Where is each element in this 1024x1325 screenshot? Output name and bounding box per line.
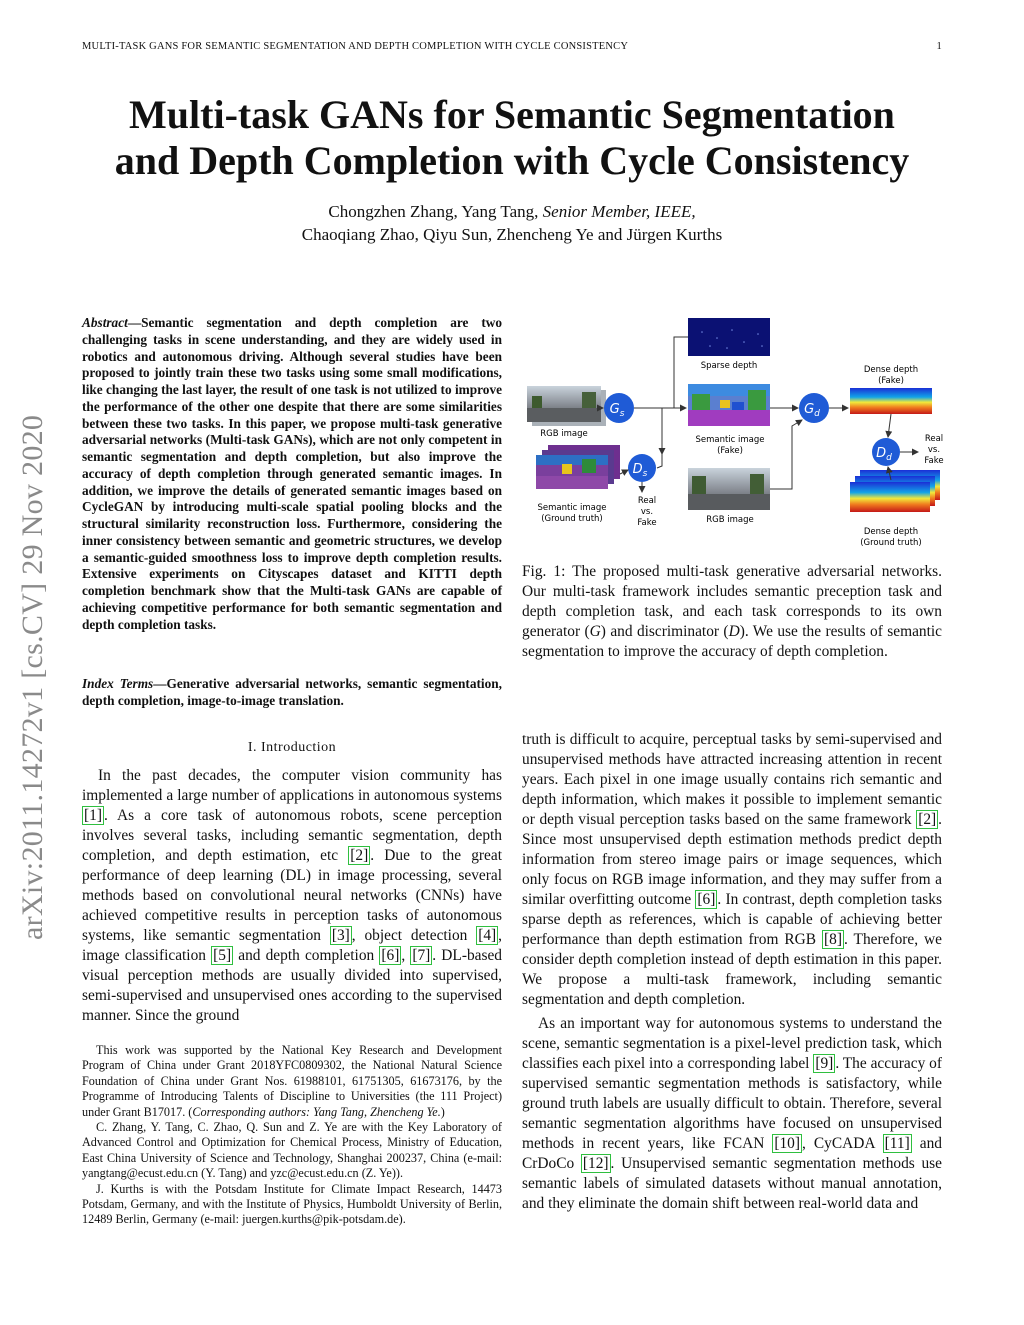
citation-link[interactable]: [5] [213, 947, 232, 964]
label-semantic-fake-2: (Fake) [717, 446, 743, 456]
citation-link[interactable]: [4] [478, 927, 497, 944]
citation-link[interactable]: [3] [331, 927, 350, 944]
footnote-affiliation-1: C. Zhang, Y. Tang, C. Zhao, Q. Sun and Z. Ye are with the Key Laboratory of Advanced Control and Optimization for Chemical Process, Ministry of Education, East China University of Science and Technology, Shanghai 200237, China (e-mail: yangtang@ecust.edu.cn (Y. Tang) and yzc@ecust.edu.cn (Z. Ye)). [82, 1120, 502, 1181]
dense-depth-fake-image [850, 388, 932, 414]
label-dense-fake-1: Dense depth [863, 365, 919, 375]
semantic-gt-stack [536, 445, 620, 489]
sparse-depth-image [688, 318, 770, 356]
title-line-1: Multi-task GANs for Semantic Segmentation [129, 92, 895, 137]
paragraph-continued: truth is difficult to acquire, perceptual tasks by semi-supervised and unsupervised methods have attracted increasing attention in recent years. Each pixel in one image usually contains rich semantic and depth information, which makes it possible to implement semantic or depth visual perception tasks based on the same framework [2] . Since most unsupervised depth estimation methods predict depth information from stereo image pairs or image sequences, which only focus on RGB image information, and they may suffer from a similar overfitting outcome [6] . In contrast, depth completion tasks sparse depth as references, which is capable of achieving better performance than depth estimation from RGB [8] . Therefore, we consider depth completion instead of depth estimation in this paper. We propose a multi-task framework, including semantic segmentation and depth completion. [522, 731, 942, 1008]
label-rgb-image: RGB image [540, 429, 588, 439]
rgb-image-stack [527, 386, 606, 426]
citation-link[interactable]: [9] [815, 1055, 834, 1072]
citation-link[interactable]: [6] [697, 891, 716, 908]
citation-link[interactable]: [11] [884, 1135, 910, 1152]
label-dense-gt-1: Dense depth [863, 527, 919, 537]
index-terms [82, 676, 502, 710]
citation-link[interactable]: [1] [84, 807, 102, 824]
paper-title [60, 92, 964, 184]
paragraph-semantic-segmentation: As an important way for autonomous systems to understand the scene, semantic segmentation is a pixel-level prediction task, which classifies each pixel into a corresponding label [9] . The accuracy of supervised semantic segmentation methods is satisfactory, while ground truth labels are usually difficult to obtain. Therefore, several semantic segmentation algorithms have focused on unsupervised methods in recent years, like FCAN [10] , CyCADA [11] and CrDoCo [12] . Unsupervised semantic segmentation methods use semantic labels of simulated datasets without manual annotation, and they eliminate the domain shift between real-world data and [522, 1015, 942, 1212]
rgb-image-2 [688, 468, 770, 510]
title-line-2: and Depth Completion with Cycle Consistency [114, 138, 910, 183]
authors-line-2: Chaoqiang Zhao, Qiyu Sun, Zhencheng Ye and Jürgen Kurths [301, 225, 723, 244]
ieee-membership: Senior Member, IEEE, [542, 202, 696, 221]
label-dense-fake-2: (Fake) [878, 376, 904, 386]
discriminator-s-label: $D_s$ [632, 462, 648, 479]
citation-link[interactable]: [2] [350, 847, 369, 864]
index-terms-label: Index Terms [82, 676, 154, 691]
index-terms-text: —Generative adversarial networks, semantic segmentation, depth completion, image-to-image translation. [82, 676, 502, 708]
citation-link[interactable]: [8] [824, 931, 842, 948]
introduction-paragraph: In the past decades, the computer vision community has implemented a large number of applications in autonomous systems [1] . As a core task of autonomous robots, scene perception involves several tasks, including semantic segmentation, depth completion, and depth estimation, etc [2] . Due to the great performance of deep learning (DL) in image processing, several methods based on convolutional neural networks (CNNs) have achieved competitive results in perception tasks of autonomous systems, like semantic segmentation [3] , object detection [4] , image classification [5] and depth completion [6] , [7] . DL-based visual perception methods are usually divided into supervised, semi-supervised and unsupervised ones according to the supervised manner. Since the ground [82, 767, 502, 1024]
abstract [82, 315, 502, 633]
figure-1-caption: Fig. 1: The proposed multi-task generative adversarial networks. Our multi-task framework includes semantic preception task and depth completion task, and each task corresponds to its own generator (G) and discriminator (D). We use the results of semantic segmentation to improve the accuracy of depth completion. [522, 563, 942, 660]
running-header-text: MULTI-TASK GANS FOR SEMANTIC SEGMENTATION AND DEPTH COMPLETION WITH CYCLE CONSISTENCY [82, 41, 629, 52]
footnote-funding: This work was supported by the National Key Research and Development Program of China under Grant 2018YFC0809302, the National Natural Science Foundation of China under Grant Nos. 61988101, 61751305, 61673176, by the Programme of Introducing Talents of Discipline to Universities (the 111 Project) under Grant B17017. (Corresponding authors: Yang Tang, Zhencheng Ye.) [82, 1043, 502, 1119]
generator-d-label: $G_d$ [804, 402, 820, 419]
dd-output-vs: vs. [927, 445, 941, 455]
label-dense-gt-2: (Ground truth) [860, 538, 922, 548]
section-heading: I. Introduction [247, 740, 337, 755]
label-semantic-gt-1: Semantic image [537, 503, 607, 513]
ds-output-real: Real [637, 496, 657, 506]
label-rgb-image-2: RGB image [706, 515, 754, 525]
page-number: 1 [936, 41, 942, 52]
citation-link[interactable]: [2] [918, 811, 937, 828]
running-header [82, 41, 942, 52]
ds-output-fake: Fake [637, 518, 657, 528]
semantic-fake-image [688, 384, 770, 426]
footnote-affiliation-2: J. Kurths is with the Potsdam Institute for Climate Impact Research, 14473 Potsdam, Germany, and with the Institute of Physics, Humboldt University of Berlin, 12489 Berlin, Germany (e-mail: juergen.kurths@pik-potsdam.de). [82, 1181, 502, 1227]
abstract-text: —Semantic segmentation and depth completion are two challenging tasks in scene understanding, and they are widely used in robotics and autonomous driving. Although several studies have been proposed to jointly train these two tasks using some small modifications, like changing the last layer, the result of one task is not utilized to improve the performance of the other one despite that there are some similarities between these two tasks. In this paper, we propose multi-task generative adversarial networks (Multi-task GANs), which are not only competent in semantic segmentation and depth completion, but also improve the accuracy of depth completion through generated semantic images. In addition, we improve the details of generated semantic images based on CycleGAN by introducing multi-scale spatial pooling blocks and the structural similarity reconstruction loss. Furthermore, considering the inner consistency between semantic and geometric structures, we develop a semantic-guided smoothness loss to improve depth completion results. Extensive experiments on Cityscapes dataset and KITTI depth completion benchmark show that the Multi-task GANs are capable of achieving competitive performance for both semantic segmentation and depth completion tasks. [82, 315, 502, 632]
citation-link[interactable]: [12] [582, 1155, 609, 1172]
label-sparse-depth: Sparse depth [700, 361, 758, 371]
footnotes [82, 1043, 502, 1228]
right-column-text [522, 730, 942, 1214]
discriminator-d-label: $D_d$ [876, 446, 892, 463]
generator-s-label: $G_s$ [609, 402, 625, 419]
authors-line-1: Chongzhen Zhang, Yang Tang, [328, 202, 539, 221]
label-semantic-fake-1: Semantic image [695, 435, 765, 445]
dd-output-real: Real [924, 434, 944, 444]
author-list [60, 200, 964, 246]
figure-1 [522, 316, 952, 556]
dense-depth-gt-stack [850, 470, 940, 512]
citation-link[interactable]: [6] [381, 947, 400, 964]
figure-1-diagram [522, 316, 952, 556]
citation-link[interactable]: [7] [412, 947, 431, 964]
abstract-label: Abstract [82, 315, 128, 330]
citation-link[interactable]: [10] [774, 1135, 801, 1152]
dd-output-fake: Fake [924, 456, 944, 466]
ds-output-vs: vs. [640, 507, 654, 517]
arxiv-identifier: arXiv:2011.14272v1 [cs.CV] 29 Nov 2020 [16, 414, 49, 940]
label-semantic-gt-2: (Ground truth) [541, 514, 603, 524]
